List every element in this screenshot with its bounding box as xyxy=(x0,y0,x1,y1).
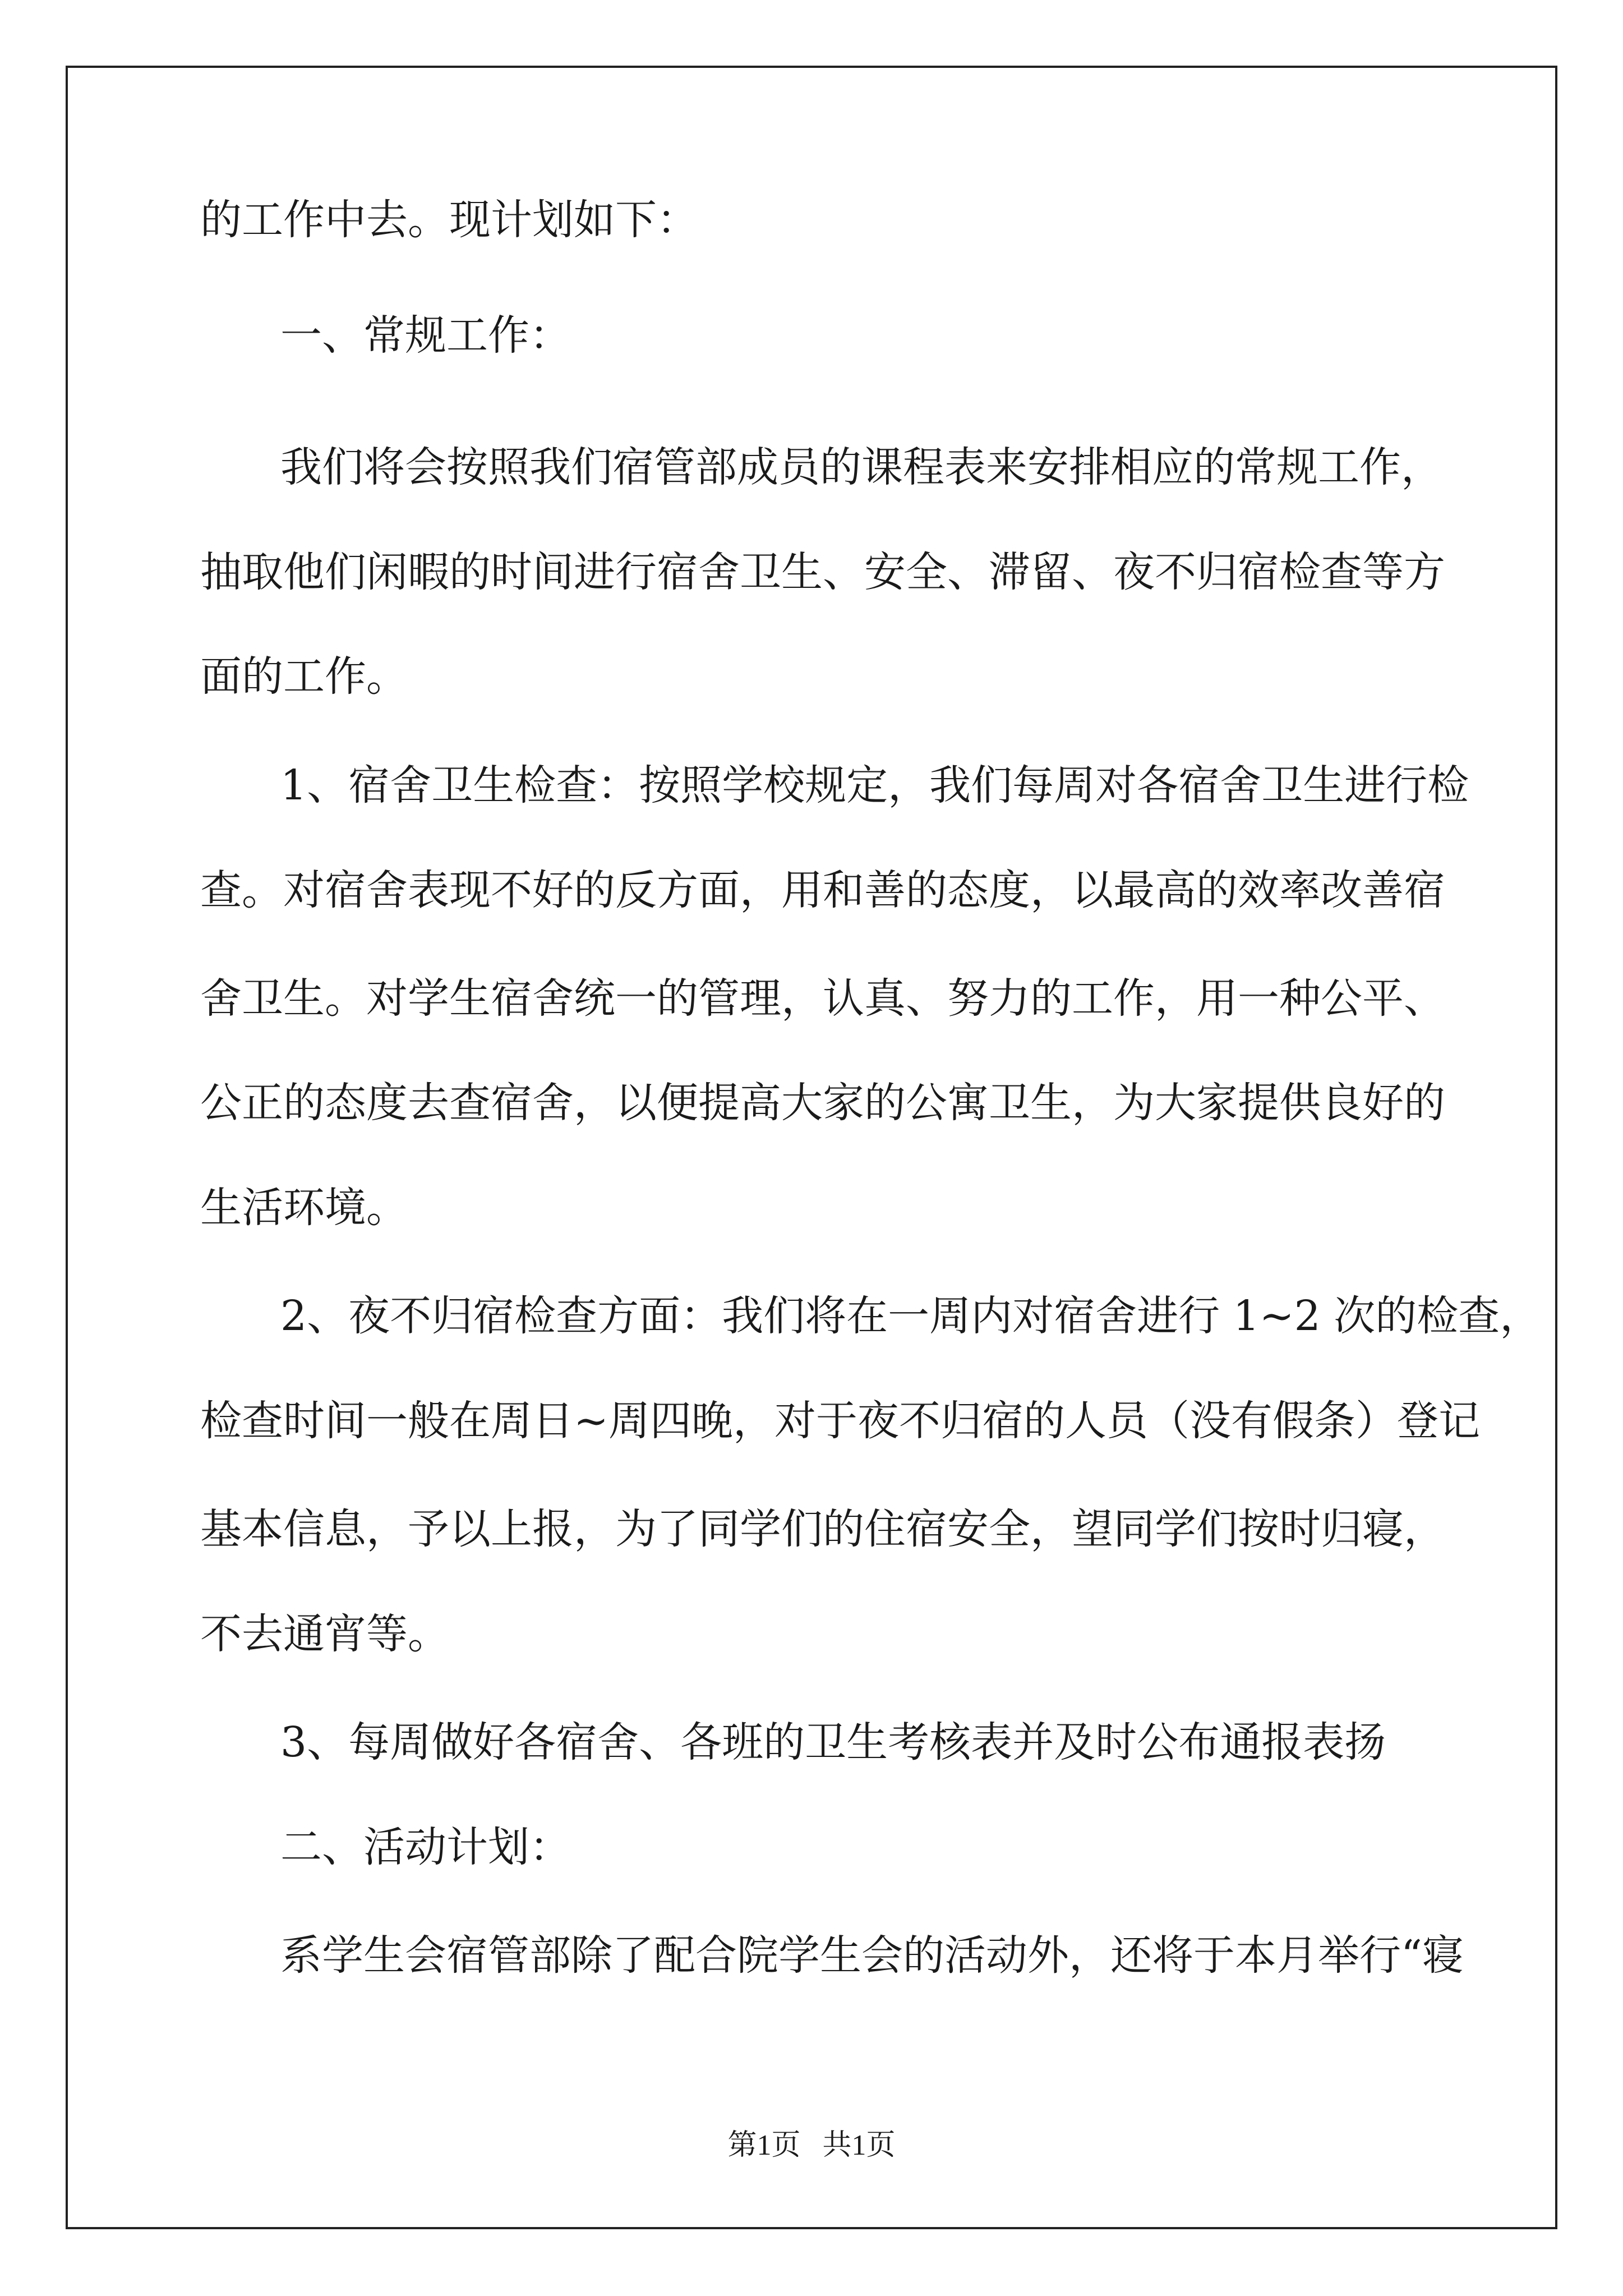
section-heading-routine-work: 一、常规工作： xyxy=(280,311,571,360)
item-2-line-1: 2、夜不归宿检查方面：我们将在一周内对宿舍进行 1~2 次的检查， xyxy=(280,1292,1542,1340)
text-line-5: 面的工作。 xyxy=(200,652,408,701)
item-1-line-5: 生活环境。 xyxy=(200,1184,408,1232)
item-1-line-2: 查。对宿舍表现不好的反方面，用和善的态度，以最高的效率改善宿 xyxy=(200,866,1445,914)
page-number-footer: 第1页 共1页 xyxy=(727,2129,896,2161)
item-2-line-3: 基本信息，予以上报，为了同学们的住宿安全，望同学们按时归寝， xyxy=(200,1505,1445,1553)
text-line-17: 系学生会宿管部除了配合院学生会的活动外，还将于本月举行“寝 xyxy=(280,1931,1464,1980)
item-2-line-2: 检查时间一般在周日~周四晚，对于夜不归宿的人员（没有假条）登记 xyxy=(200,1397,1481,1445)
item-1-line-4: 公正的态度去查宿舍，以便提高大家的公寓卫生，为大家提供良好的 xyxy=(200,1079,1445,1127)
text-line-3: 我们将会按照我们宿管部成员的课程表来安排相应的常规工作， xyxy=(280,443,1442,491)
item-3-line-1: 3、每周做好各宿舍、各班的卫生考核表并及时公布通报表扬 xyxy=(280,1718,1386,1766)
section-heading-activity-plan: 二、活动计划： xyxy=(280,1823,571,1871)
text-line-1: 的工作中去。现计划如下： xyxy=(200,196,698,244)
text-line-4: 抽取他们闲暇的时间进行宿舍卫生、安全、滞留、夜不归宿检查等方 xyxy=(200,548,1445,596)
item-1-line-3: 舍卫生。对学生宿舍统一的管理，认真、努力的工作，用一种公平、 xyxy=(200,974,1445,1023)
item-2-line-4: 不去通宵等。 xyxy=(200,1610,449,1658)
item-1-line-1: 1、宿舍卫生检查：按照学校规定，我们每周对各宿舍卫生进行检 xyxy=(280,761,1469,809)
page-border xyxy=(66,66,1557,2229)
